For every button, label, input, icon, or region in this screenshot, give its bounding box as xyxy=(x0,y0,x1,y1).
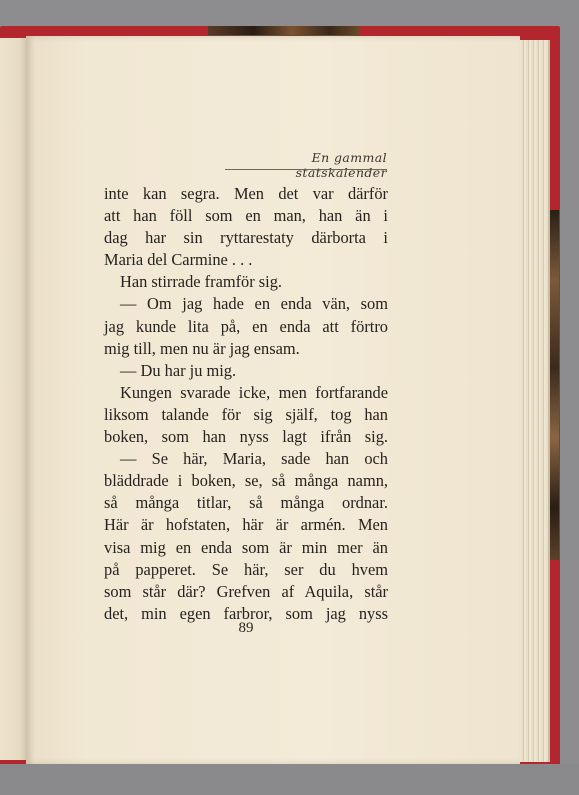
text-line: Här är hofstaten, här är armén. Men xyxy=(104,515,388,535)
text-line: Maria del Carmine . . . xyxy=(104,250,253,270)
background-bottom xyxy=(0,764,579,795)
text-line: inte kan segra. Men det var därför xyxy=(104,184,388,203)
page-number: 89 xyxy=(238,620,254,636)
text-line: Han stirrade framför sig. xyxy=(120,272,283,292)
text-line: dag har sin ryttarestaty därborta i xyxy=(104,228,388,248)
text-line: mig till, men nu är jag ensam. xyxy=(104,338,300,358)
text-line: visa mig en enda som är min mer än xyxy=(104,537,388,557)
left-page xyxy=(0,38,28,760)
body-text xyxy=(104,183,388,625)
text-line: på papperet. Se här, ser du hvem xyxy=(104,559,388,579)
text-line: liksom talande för sig själf, tog han xyxy=(104,404,388,424)
running-head-rule xyxy=(225,169,387,170)
text-line: boken, som han nyss lagt ifrån sig. xyxy=(104,427,388,447)
page-block-edges xyxy=(516,40,550,762)
text-line: Kungen svarade icke, men fortfarande xyxy=(120,382,388,402)
text-line: att han föll som en man, han än i xyxy=(104,206,388,226)
text-line: så många titlar, så många ordnar. xyxy=(104,493,388,513)
marbled-edge-top xyxy=(208,26,360,35)
text-line: — Du har ju mig. xyxy=(120,360,237,380)
text-line: — Om jag hade en enda vän, som xyxy=(120,294,388,314)
running-head: En gammal statskalender xyxy=(295,150,387,180)
text-line: bläddrade i boken, se, så många namn, xyxy=(104,471,388,491)
text-line: det, min egen farbror, som jag nyss xyxy=(104,603,388,623)
text-line: som står där? Grefven af Aquila, står xyxy=(104,581,388,601)
text-line: jag kunde lita på, en enda att förtro xyxy=(104,316,388,336)
text-line: — Se här, Maria, sade han och xyxy=(120,449,388,469)
